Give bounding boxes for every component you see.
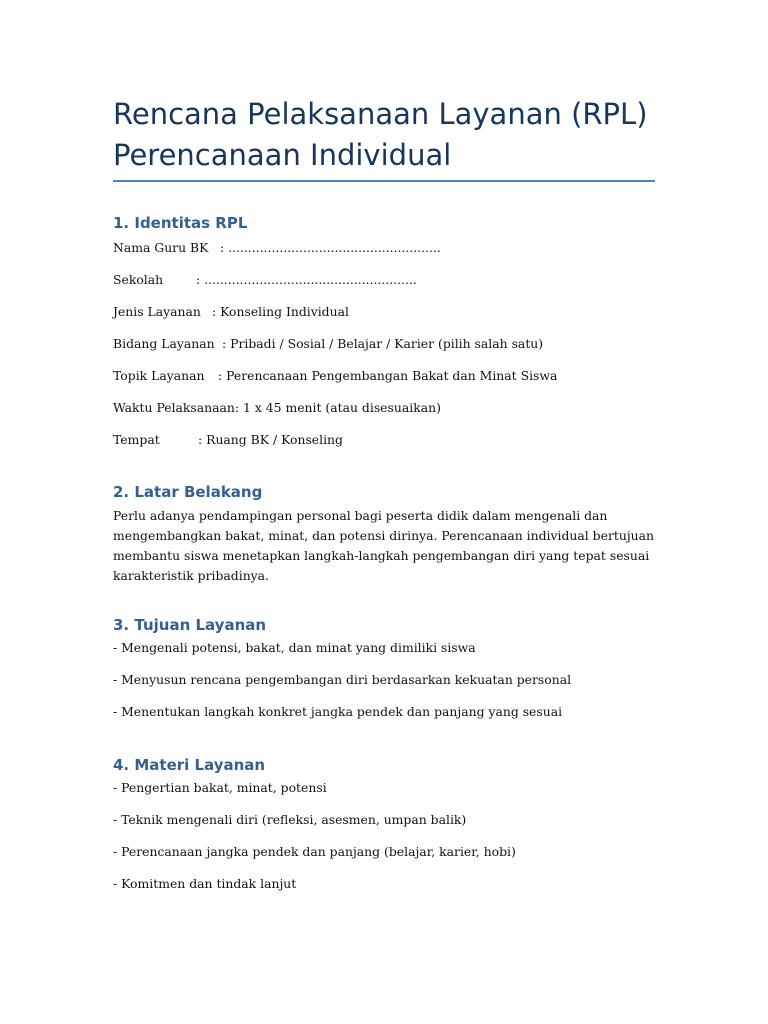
identity-value: : Ruang BK / Konseling	[198, 432, 343, 447]
title-underline	[113, 180, 655, 182]
identity-label: Waktu Pelaksanaan	[113, 400, 235, 415]
title-line-1: Rencana Pelaksanaan Layanan (RPL)	[113, 97, 648, 131]
identity-label: Tempat	[113, 432, 160, 447]
identity-label: Nama Guru BK	[113, 240, 209, 255]
identity-value: : Perencanaan Pengembangan Bakat dan Minat Siswa	[218, 368, 558, 383]
identity-row-bidang	[113, 334, 673, 354]
identity-row-jenis	[113, 302, 673, 322]
goal-item: - Menyusun rencana pengembangan diri berdasarkan kekuatan personal	[113, 672, 572, 687]
identity-row-waktu	[113, 398, 673, 418]
identity-label: Jenis Layanan	[113, 304, 201, 319]
material-item: - Perencanaan jangka pendek dan panjang (belajar, karier, hobi)	[113, 844, 516, 859]
section-3-heading: 3. Tujuan Layanan	[113, 616, 267, 634]
identity-row-topik	[113, 366, 673, 386]
identity-value: : ......................................................	[220, 240, 441, 255]
identity-label: Bidang Layanan	[113, 336, 215, 351]
document-title	[113, 94, 673, 176]
paragraph-line: membantu siswa menetapkan langkah-langkah pengembangan diri yang tepat sesuai	[113, 548, 650, 563]
paragraph-line: mengembangkan bakat, minat, dan potensi dirinya. Perencanaan individual bertujuan	[113, 528, 655, 543]
identity-label: Sekolah	[113, 272, 164, 287]
goal-item: - Mengenali potensi, bakat, dan minat yang dimiliki siswa	[113, 640, 476, 655]
identity-row-guru	[113, 238, 673, 258]
identity-row-tempat	[113, 430, 673, 450]
section-1-heading: 1. Identitas RPL	[113, 214, 248, 232]
identity-value: : 1 x 45 menit (atau disesuaikan)	[234, 400, 441, 415]
material-item: - Teknik mengenali diri (refleksi, asesmen, umpan balik)	[113, 812, 467, 827]
title-line-2: Perencanaan Individual	[113, 138, 452, 172]
goal-item: - Menentukan langkah konkret jangka pendek dan panjang yang sesuai	[113, 704, 563, 719]
background-paragraph	[113, 506, 673, 586]
identity-value: : ......................................................	[196, 272, 417, 287]
identity-label: Topik Layanan	[113, 368, 205, 383]
material-item: - Komitmen dan tindak lanjut	[113, 876, 297, 891]
paragraph-line: karakteristik pribadinya.	[113, 568, 269, 583]
section-2-heading: 2. Latar Belakang	[113, 483, 263, 501]
identity-row-sekolah	[113, 270, 673, 290]
section-4-heading: 4. Materi Layanan	[113, 756, 266, 774]
identity-value: : Konseling Individual	[212, 304, 349, 319]
identity-value: : Pribadi / Sosial / Belajar / Karier (pilih salah satu)	[222, 336, 544, 351]
material-item: - Pengertian bakat, minat, potensi	[113, 780, 327, 795]
paragraph-line: Perlu adanya pendampingan personal bagi peserta didik dalam mengenali dan	[113, 508, 608, 523]
